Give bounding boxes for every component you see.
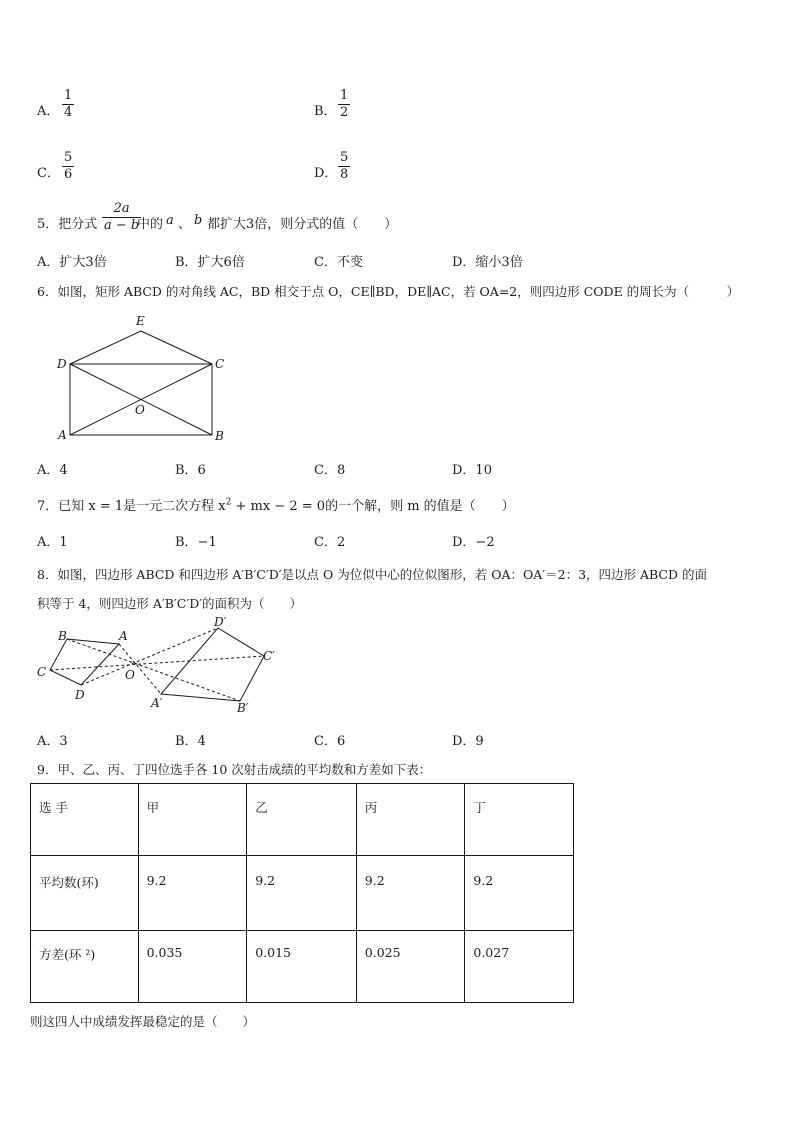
q8-ray-C (50, 656, 264, 670)
q5-suffix: 都扩大3倍，则分式的值（ ） (207, 217, 398, 232)
q5-option-d: D．缩小3倍 (452, 255, 523, 270)
q6-edge-DE (70, 331, 141, 364)
header-cell: 甲 (138, 784, 247, 856)
denominator: 8 (340, 167, 349, 182)
q5-var-b: b (194, 213, 203, 228)
q7-option-b: B．−1 (175, 535, 217, 550)
table-cell: 9.2 (465, 856, 574, 931)
q8-figure (30, 614, 290, 718)
q8-label-D-prime: D′ (214, 615, 227, 629)
q4-option-c-letter: C． (37, 166, 60, 181)
q8-stem-line2: 积等于 4，则四边形 A′B′C′D′的面积为（ ） (37, 596, 303, 611)
denominator: a − b (104, 218, 140, 233)
q5-separator: 、 (178, 217, 192, 232)
q8-label-C: C (37, 665, 47, 679)
q9-stem: 9．甲、乙、丙、丁四位选手各 10 次射击成绩的平均数和方差如下表： (37, 762, 432, 777)
q6-stem: 6．如图，矩形 ABCD 的对角线 AC，BD 相交于点 O，CE∥BD，DE∥AC，若 OA=2，则四边形 CODE 的周长为（ ） (37, 284, 740, 299)
q7-prefix: 7．已知 x = 1是一元二次方程 x (37, 499, 226, 514)
q6-label-E: E (136, 314, 145, 328)
table-cell: 0.027 (465, 931, 574, 1003)
q8-option-b: B．4 (175, 734, 206, 749)
q6-option-a: A．4 (37, 463, 68, 478)
q8-label-O: O (125, 668, 135, 682)
q6-label-O: O (135, 403, 145, 417)
q8-label-A: A (119, 629, 128, 643)
q5-option-a: A．扩大3倍 (37, 255, 107, 270)
q6-label-C: C (215, 357, 225, 371)
q7-stem (37, 495, 515, 514)
q9-score-table (30, 783, 574, 1003)
q8-ray-D (81, 628, 218, 685)
numerator: 2a (102, 201, 141, 218)
q5-option-b: B．扩大6倍 (175, 255, 245, 270)
numerator: 5 (340, 150, 349, 165)
q7-option-c: C．2 (314, 535, 346, 550)
table-row (31, 856, 574, 931)
q4-option-c-fraction (62, 150, 74, 183)
q4-option-d-fraction (338, 150, 350, 183)
q5-var-a: a (166, 213, 174, 228)
numerator: 1 (340, 88, 349, 103)
q7-option-a: A．1 (37, 535, 68, 550)
q8-option-c: C．6 (314, 734, 346, 749)
q7-superscript: 2 (225, 497, 232, 508)
q6-label-B: B (215, 429, 224, 443)
q8-option-a: A．3 (37, 734, 68, 749)
table-cell: 方差(环 ²) (31, 931, 139, 1003)
q4-option-b-fraction (338, 88, 350, 121)
q4-option-d-letter: D． (314, 166, 338, 181)
denominator: 2 (340, 105, 349, 120)
table-header-row (31, 784, 574, 856)
q6-edge-EC (141, 331, 212, 364)
q4-option-a-fraction (62, 88, 74, 121)
q8-ray-B (67, 639, 240, 701)
q7-equation-tail: + mx − 2 = 0 (231, 499, 326, 514)
q8-quad-ABCD (50, 639, 119, 685)
q8-label-C-prime: C′ (263, 649, 275, 663)
numerator: 1 (64, 88, 73, 103)
q6-option-c: C．8 (314, 463, 346, 478)
table-cell: 平均数(环) (31, 856, 139, 931)
q8-label-D: D (75, 688, 85, 702)
q8-quad-A'B'C'D' (161, 628, 264, 701)
numerator: 5 (64, 150, 73, 165)
denominator: 4 (64, 105, 73, 120)
q4-option-b-letter: B． (314, 104, 337, 119)
q5-fraction (102, 201, 141, 234)
q6-label-A: A (58, 428, 67, 442)
table-row (31, 931, 574, 1003)
table-cell: 9.2 (356, 856, 465, 931)
q8-label-A-prime: A′ (151, 696, 163, 710)
q6-label-D: D (57, 357, 67, 371)
q9-question: 则这四人中成绩发挥最稳定的是（ ） (30, 1014, 256, 1029)
q4-option-a-letter: A． (37, 104, 60, 119)
q5-mid: 中的 (137, 217, 164, 232)
q5-prefix: 5．把分式 (37, 217, 98, 232)
header-cell: 乙 (247, 784, 357, 856)
denominator: 6 (64, 167, 73, 182)
table-cell: 0.035 (138, 931, 247, 1003)
header-cell: 丙 (356, 784, 465, 856)
q6-figure (52, 312, 232, 444)
table-cell: 0.025 (356, 931, 465, 1003)
q8-label-B-prime: B′ (237, 701, 249, 715)
table-cell: 9.2 (247, 856, 357, 931)
q5-option-c: C．不变 (314, 255, 363, 270)
q8-label-B: B (58, 629, 67, 643)
q8-option-d: D．9 (452, 734, 484, 749)
q6-option-b: B．6 (175, 463, 206, 478)
q7-option-d: D．−2 (452, 535, 495, 550)
q8-stem-line1: 8．如图，四边形 ABCD 和四边形 A′B′C′D′是以点 O 为位似中心的位似图形，若 OA：OA′＝2：3，四边形 ABCD 的面 (37, 567, 707, 582)
header-cell: 选 手 (31, 784, 139, 856)
table-cell: 9.2 (138, 856, 247, 931)
q6-option-d: D．10 (452, 463, 492, 478)
table-cell: 0.015 (247, 931, 357, 1003)
header-cell: 丁 (465, 784, 574, 856)
q7-suffix: 的一个解，则 m 的值是（ ） (325, 499, 515, 514)
